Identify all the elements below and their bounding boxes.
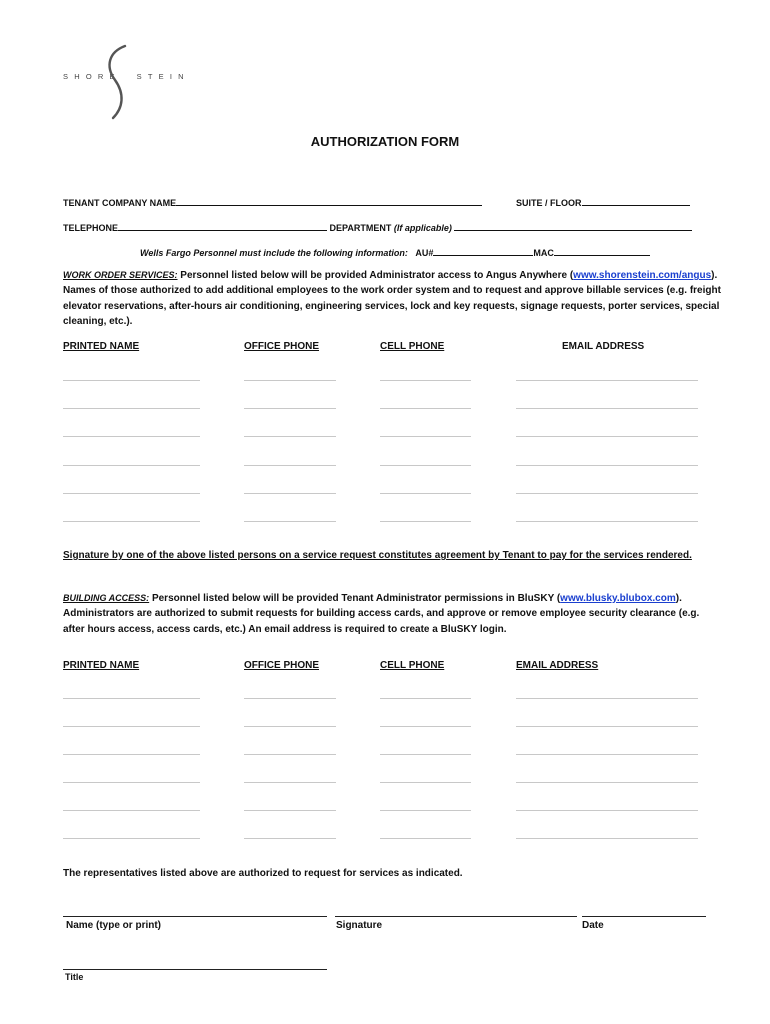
- work-order-text-1: Personnel listed below will be provided Administrator access to Angus Anywhere (: [180, 270, 574, 281]
- mac-field[interactable]: [554, 246, 650, 256]
- ba-row-2-office[interactable]: [244, 726, 336, 727]
- name-signature-line[interactable]: [63, 916, 327, 917]
- building-access-text-1: Personnel listed below will be provided Tenant Administrator permissions in BluSKY (: [151, 593, 561, 604]
- wo-row-2-office[interactable]: [244, 408, 336, 409]
- authorization-statement: The representatives listed above are authorized to request for services as indicated.: [63, 868, 463, 879]
- logo-text-left: SHORE: [63, 72, 121, 81]
- ba-row-1-email[interactable]: [516, 698, 698, 699]
- ba-row-6-office[interactable]: [244, 838, 336, 839]
- title-line[interactable]: [63, 969, 327, 970]
- ba-row-1-office[interactable]: [244, 698, 336, 699]
- ba-row-6-cell[interactable]: [380, 838, 471, 839]
- telephone-row: [63, 221, 692, 233]
- name-label: Name (type or print): [66, 920, 162, 931]
- wo-row-1-office[interactable]: [244, 380, 336, 381]
- wo-col-office-phone: OFFICE PHONE: [244, 341, 320, 352]
- wo-row-2-name[interactable]: [63, 408, 200, 409]
- wo-row-5-office[interactable]: [244, 493, 336, 494]
- mac-label: MAC: [533, 248, 554, 258]
- ba-col-email: EMAIL ADDRESS: [516, 660, 599, 671]
- ba-row-5-office[interactable]: [244, 810, 336, 811]
- wo-row-5-cell[interactable]: [380, 493, 471, 494]
- tenant-company-row: [63, 196, 482, 208]
- department-label: DEPARTMENT: [329, 223, 392, 233]
- wo-row-2-email[interactable]: [516, 408, 698, 409]
- work-order-paragraph: [63, 268, 723, 329]
- building-access-paragraph: [63, 591, 723, 637]
- ba-col-office-phone: OFFICE PHONE: [244, 660, 320, 671]
- wo-row-1-name[interactable]: [63, 380, 200, 381]
- wo-row-5-email[interactable]: [516, 493, 698, 494]
- wo-col-printed-name: PRINTED NAME: [63, 341, 140, 352]
- telephone-label: TELEPHONE: [63, 223, 119, 233]
- wo-row-1-cell[interactable]: [380, 380, 471, 381]
- wo-col-email: EMAIL ADDRESS: [562, 341, 645, 352]
- wo-row-3-name[interactable]: [63, 436, 200, 437]
- wo-row-1-email[interactable]: [516, 380, 698, 381]
- wo-row-2-cell[interactable]: [380, 408, 471, 409]
- ba-row-3-cell[interactable]: [380, 754, 471, 755]
- signature-line[interactable]: [335, 916, 577, 917]
- wo-row-4-cell[interactable]: [380, 465, 471, 466]
- wo-row-6-email[interactable]: [516, 521, 698, 522]
- tenant-company-label: TENANT COMPANY NAME: [63, 198, 177, 208]
- telephone-field[interactable]: [118, 221, 327, 231]
- ba-row-6-email[interactable]: [516, 838, 698, 839]
- au-label: AU#: [415, 248, 434, 258]
- ba-row-3-name[interactable]: [63, 754, 200, 755]
- wo-row-3-cell[interactable]: [380, 436, 471, 437]
- wo-row-6-name[interactable]: [63, 521, 200, 522]
- au-field[interactable]: [433, 246, 533, 256]
- ba-row-2-name[interactable]: [63, 726, 200, 727]
- ba-row-4-office[interactable]: [244, 782, 336, 783]
- ba-row-2-cell[interactable]: [380, 726, 471, 727]
- logo-s-mark-icon: [95, 44, 135, 120]
- wells-fargo-row: [140, 246, 650, 258]
- wo-row-5-name[interactable]: [63, 493, 200, 494]
- title-label: Title: [65, 972, 84, 982]
- ba-row-6-name[interactable]: [63, 838, 200, 839]
- suite-floor-row: [516, 196, 690, 208]
- ba-row-3-office[interactable]: [244, 754, 336, 755]
- tenant-company-field[interactable]: [176, 196, 482, 206]
- date-line[interactable]: [582, 916, 706, 917]
- department-note: (If applicable): [393, 223, 452, 233]
- ba-row-3-email[interactable]: [516, 754, 698, 755]
- wo-row-3-office[interactable]: [244, 436, 336, 437]
- building-access-heading: BUILDING ACCESS:: [63, 593, 150, 603]
- form-title: AUTHORIZATION FORM: [310, 134, 460, 149]
- ba-row-1-name[interactable]: [63, 698, 200, 699]
- angus-link[interactable]: www.shorenstein.com/angus: [573, 270, 712, 281]
- work-order-text-2: ). Names of those authorized to add additional employees to the work order system and to request and approve billable services (e.g. freight elevator reservations, after-hours air conditioning, engineering services, lock and key requests, signage requests, porter services, special cleaning, etc.).: [63, 270, 721, 327]
- signature-label: Signature: [336, 920, 383, 931]
- wo-row-3-email[interactable]: [516, 436, 698, 437]
- wo-row-6-office[interactable]: [244, 521, 336, 522]
- wells-fargo-note: Wells Fargo Personnel must include the following information:: [140, 248, 408, 258]
- ba-row-2-email[interactable]: [516, 726, 698, 727]
- signature-statement: Signature by one of the above listed persons on a service request constitutes agreement by Tenant to pay for the services rendered.: [63, 550, 692, 561]
- logo-text-right: STEIN: [136, 72, 190, 81]
- date-label: Date: [582, 920, 604, 931]
- ba-row-5-email[interactable]: [516, 810, 698, 811]
- suite-floor-label: SUITE / FLOOR: [516, 198, 582, 208]
- blusky-link[interactable]: www.blusky.blubox.com: [560, 593, 676, 604]
- ba-row-1-cell[interactable]: [380, 698, 471, 699]
- ba-row-5-cell[interactable]: [380, 810, 471, 811]
- ba-row-4-cell[interactable]: [380, 782, 471, 783]
- wo-row-4-name[interactable]: [63, 465, 200, 466]
- ba-row-4-name[interactable]: [63, 782, 200, 783]
- department-field[interactable]: [454, 221, 692, 231]
- ba-row-4-email[interactable]: [516, 782, 698, 783]
- work-order-heading: WORK ORDER SERVICES:: [63, 270, 178, 280]
- suite-floor-field[interactable]: [582, 196, 690, 206]
- ba-row-5-name[interactable]: [63, 810, 200, 811]
- wo-col-cell-phone: CELL PHONE: [380, 341, 445, 352]
- wo-row-4-email[interactable]: [516, 465, 698, 466]
- ba-col-cell-phone: CELL PHONE: [380, 660, 445, 671]
- wo-row-4-office[interactable]: [244, 465, 336, 466]
- building-access-text-2: ). Administrators are authorized to submit requests for building access cards, and approve or remove employee security clearance (e.g. after hours access, access cards, etc.) An email address is required to create a BluSKY login.: [63, 593, 700, 635]
- ba-col-printed-name: PRINTED NAME: [63, 660, 140, 671]
- wo-row-6-cell[interactable]: [380, 521, 471, 522]
